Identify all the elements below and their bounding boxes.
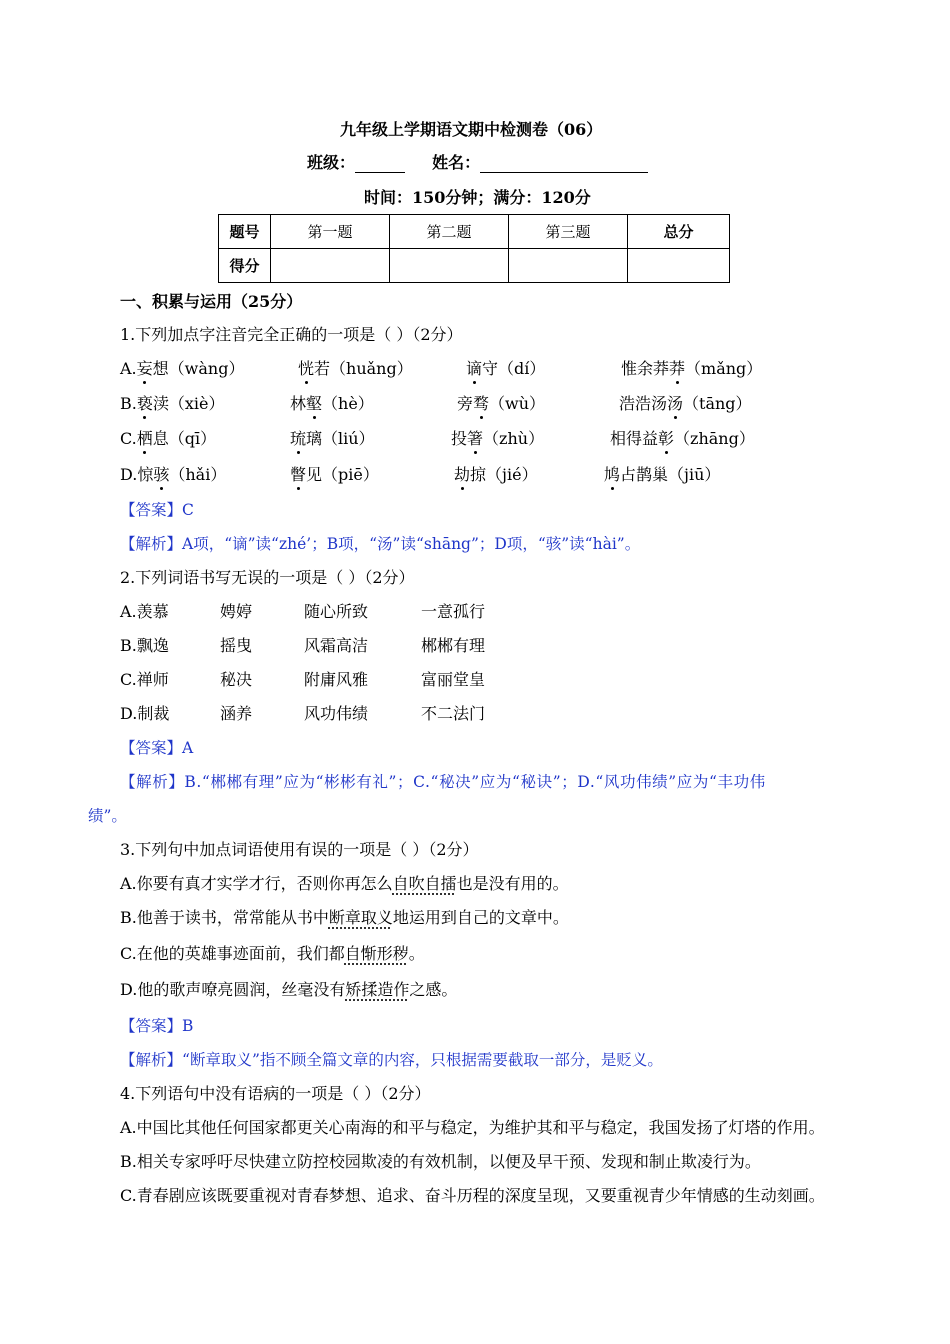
score-input-cell[interactable] — [271, 249, 390, 283]
page-title: 九年级上学期语文期中检测卷（06） — [340, 120, 603, 139]
dotted-word: 自吹自擂 — [392, 874, 457, 893]
option-b: B.他善于读书，常常能从书中断章取义地运用到自己的文章中。 — [120, 908, 569, 927]
option-d: D.他的歌声嘹亮圆润，丝毫没有矫揉造作之感。 — [120, 980, 458, 999]
option-word: 风功伟绩 — [304, 704, 369, 723]
option-word: 风霜高洁 — [304, 636, 369, 655]
option-c: C.青春剧应该既要重视对青春梦想、追求、奋斗历程的深度呈现，又要重视青少年情感的生动刻画。 — [120, 1186, 825, 1205]
class-name-row — [307, 150, 648, 173]
option-word: 娉婷 — [220, 602, 253, 621]
option-d-item: 劫掠（jié） — [454, 465, 538, 484]
option-b: B.相关专家呼吁尽快建立防控校园欺凌的有效机制，以便及早干预、发现和制止欺凌行为。 — [120, 1152, 761, 1171]
option-a: A.中国比其他任何国家都更关心南海的和平与稳定，为维护其和平与稳定，我国发扬了灯塔的作用。 — [120, 1118, 825, 1137]
question-stem: 1.下列加点字注音完全正确的一项是（ ）（2分） — [120, 325, 463, 344]
answer-line: 【答案】A — [120, 739, 194, 757]
option-word: 秘决 — [220, 670, 253, 689]
score-input-cell[interactable] — [390, 249, 509, 283]
option-c: C.禅师 — [120, 670, 169, 689]
table-cell: 第三题 — [509, 215, 628, 249]
option-word: 不二法门 — [421, 704, 486, 723]
table-cell: 得分 — [219, 249, 271, 283]
option-b: B.飘逸 — [120, 636, 169, 655]
dotted-word: 自惭形秽 — [344, 944, 409, 963]
option-a-item: 惟余莽莽（mǎng） — [621, 359, 763, 378]
name-label: 姓名： — [432, 153, 481, 172]
table-cell: 总分 — [628, 215, 730, 249]
score-input-cell[interactable] — [628, 249, 730, 283]
dotted-word: 矫揉造作 — [345, 980, 410, 999]
option-b-item: 旁骛（wù） — [457, 394, 546, 413]
option-word: 摇曳 — [220, 636, 253, 655]
option-b: B.亵渎（xiè） — [120, 394, 225, 413]
option-d-item: 鸠占鹊巢（jiū） — [604, 465, 721, 484]
answer-line: 【答案】C — [120, 501, 194, 519]
question-stem: 2.下列词语书写无误的一项是（ ）（2分） — [120, 568, 415, 587]
table-cell: 题号 — [219, 215, 271, 249]
option-word: 随心所致 — [304, 602, 369, 621]
option-c-item: 琉璃（liú） — [290, 429, 375, 448]
class-label: 班级： — [307, 153, 356, 172]
option-a-item: 谪守（dí） — [466, 359, 546, 378]
table-cell: 第二题 — [390, 215, 509, 249]
question-stem: 4.下列语句中没有语病的一项是（ ）（2分） — [120, 1084, 431, 1103]
score-input-cell[interactable] — [509, 249, 628, 283]
time-info: 时间：150分钟；满分：120分 — [364, 188, 591, 207]
name-blank[interactable] — [480, 156, 648, 173]
score-table — [218, 214, 730, 283]
option-word: 郴郴有理 — [421, 636, 486, 655]
option-b-item: 浩浩汤汤（tāng） — [619, 394, 752, 413]
dotted-word: 断章取义 — [328, 908, 393, 927]
option-word: 一意孤行 — [421, 602, 486, 621]
option-word: 附庸风雅 — [304, 670, 369, 689]
option-b-item: 林壑（hè） — [290, 394, 374, 413]
option-d: D.惊骇（hǎi） — [120, 465, 227, 484]
analysis-line: 【解析】B.“郴郴有理”应为“彬彬有礼”；C.“秘决”应为“秘诀”；D.“风功伟绩”应为“丰功伟 — [120, 773, 766, 791]
table-cell: 第一题 — [271, 215, 390, 249]
option-c: C.栖息（qī） — [120, 429, 217, 448]
option-a: A.你要有真才实学才行，否则你再怎么自吹自擂也是没有用的。 — [120, 874, 569, 893]
analysis-line: 【解析】A项，“谪”读“zhé’；B项，“汤”读“shāng”；D项，“骇”读“hài”。 — [120, 535, 641, 553]
question-stem: 3.下列句中加点词语使用有误的一项是（ ）（2分） — [120, 840, 479, 859]
answer-line: 【答案】B — [120, 1017, 194, 1035]
option-word: 涵养 — [220, 704, 253, 723]
table-row — [219, 215, 730, 249]
option-d-item: 瞥见（piē） — [290, 465, 379, 484]
analysis-line-continued: 绩”。 — [88, 807, 127, 825]
section-heading: 一、积累与运用（25分） — [120, 292, 303, 311]
table-row — [219, 249, 730, 283]
option-a: A.妄想（wàng） — [120, 359, 245, 378]
option-d: D.制裁 — [120, 704, 170, 723]
option-a-item: 恍若（huǎng） — [298, 359, 413, 378]
class-blank[interactable] — [355, 156, 405, 173]
analysis-line: 【解析】“断章取义”指不顾全篇文章的内容，只根据需要截取一部分，是贬义。 — [120, 1051, 663, 1069]
option-word: 富丽堂皇 — [421, 670, 486, 689]
option-a: A.羡慕 — [120, 602, 169, 621]
option-c-item: 投箸（zhù） — [451, 429, 545, 448]
option-c-item: 相得益彰（zhāng） — [610, 429, 755, 448]
option-c: C.在他的英雄事迹面前，我们都自惭形秽。 — [120, 944, 425, 963]
